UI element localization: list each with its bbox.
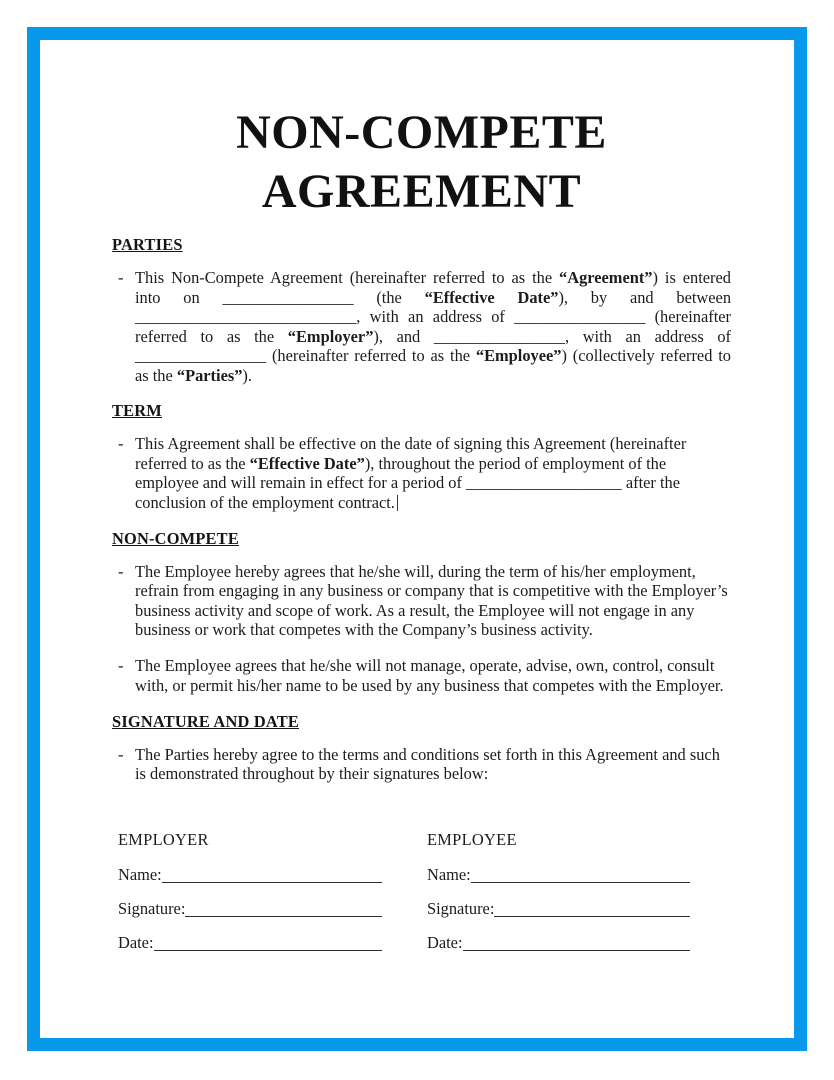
term-paragraph <box>112 434 731 512</box>
employer-signature-blank-line <box>185 899 382 917</box>
section-heading-term: TERM <box>112 401 162 421</box>
employer-name-blank-line <box>162 865 382 883</box>
employee-name-blank-line <box>471 865 690 883</box>
non-compete-paragraph-2 <box>112 656 731 695</box>
document-title-line-1: NON-COMPETE <box>236 106 607 159</box>
non-compete-paragraph-1-text: The Employee hereby agrees that he/she will, during the term of his/her employment, refrain from engaging in any business or company that is competitive with the Employer’s business activity and scope of work. As a result, the Employee will not engage in any business or work that competes with the Company’s business activity. <box>135 561 728 640</box>
non-compete-paragraph-2-text: The Employee agrees that he/she will not manage, operate, advise, own, control, consult with, or permit his/her name to be used by any business that competes with the Employer. <box>135 656 724 695</box>
bullet-dash: - <box>118 561 124 581</box>
employer-date-label: Date: <box>118 932 154 952</box>
employee-signature-blank-line <box>494 899 690 917</box>
employer-date-blank-line <box>154 933 383 951</box>
employee-date-row <box>427 933 690 953</box>
employer-column-title: EMPLOYER <box>118 829 209 849</box>
signature-date-paragraph-text: The Parties hereby agree to the terms and conditions set forth in this Agreement and such is demonstrated throughout by their signatures below: <box>135 744 720 784</box>
parties-paragraph <box>112 268 731 385</box>
bullet-dash: - <box>118 434 124 454</box>
employer-name-label: Name: <box>118 864 162 884</box>
employer-signature-label: Signature: <box>118 898 186 918</box>
employer-name-row <box>118 865 382 885</box>
section-heading-non-compete: NON-COMPETE <box>112 528 239 548</box>
employer-date-row <box>118 933 382 953</box>
bullet-dash: - <box>118 268 124 287</box>
employer-signature-column <box>118 830 382 953</box>
document-title-line-2: AGREEMENT <box>261 165 582 218</box>
employer-signature-row <box>118 899 382 919</box>
employee-signature-row <box>427 899 690 919</box>
bullet-dash: - <box>118 744 124 764</box>
non-compete-paragraph-1 <box>112 562 731 640</box>
employee-date-blank-line <box>463 933 691 951</box>
document-page[interactable] <box>112 40 731 953</box>
signature-block <box>112 830 731 953</box>
section-heading-parties: PARTIES <box>112 235 183 254</box>
section-heading-signature-and-date: SIGNATURE AND DATE <box>112 711 299 731</box>
employee-signature-column <box>427 830 690 953</box>
employee-signature-label: Signature: <box>427 898 495 918</box>
document-title <box>112 103 731 221</box>
employee-column-title: EMPLOYEE <box>427 829 517 849</box>
text-cursor <box>397 495 399 511</box>
employee-date-label: Date: <box>427 932 463 952</box>
employee-name-label: Name: <box>427 864 471 884</box>
employee-name-row <box>427 865 690 885</box>
term-paragraph-text: This Agreement shall be effective on the date of signing this Agreement (hereinafter referred to as the “Effective Date”), throughout the period of employment of the employee and will remain in effect for a period of ___________________ after the conclusion of the employment contract. <box>135 434 687 512</box>
parties-paragraph-text: This Non-Compete Agreement (hereinafter referred to as the “Agreement”) is entered into on ________________ (the “Effective Date”), by and between ___________________________, with an address of ________________ (hereinafter referred to as the “Employer”), and ________________, with an address of ________________ (hereinafter referred to as the “Employee”) (collectively referred to as the “Parties”). <box>135 268 732 385</box>
signature-date-paragraph <box>112 745 731 784</box>
bullet-dash: - <box>118 656 124 676</box>
